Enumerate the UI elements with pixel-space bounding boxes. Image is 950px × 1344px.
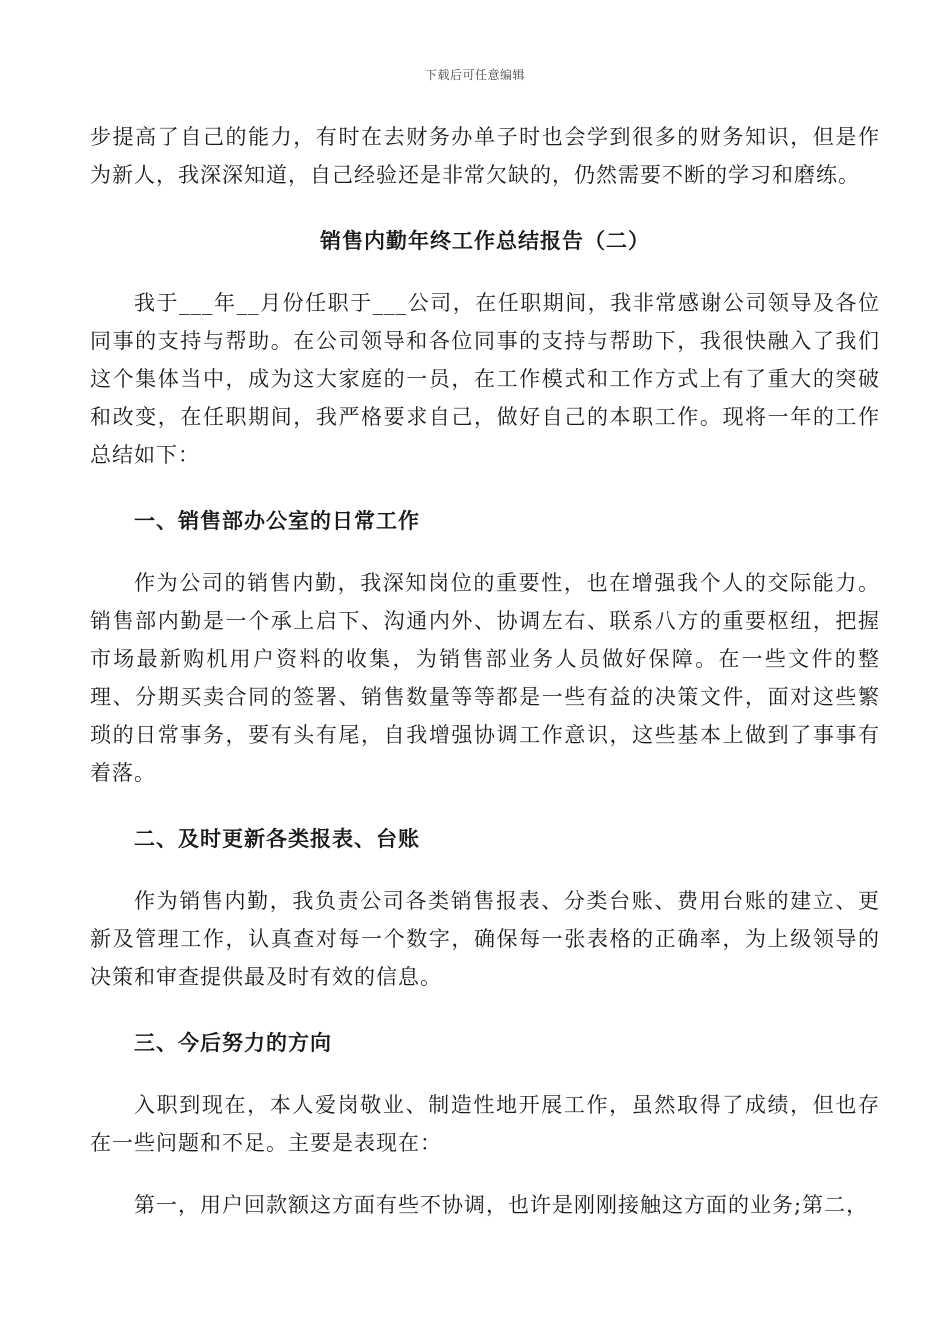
- section-item-1: 第一，用户回款额这方面有些不协调，也许是刚刚接触这方面的业务;第二，: [134, 1193, 869, 1217]
- document-body: [90, 118, 880, 1224]
- section-heading-2: 二、及时更新各类报表、台账: [134, 826, 420, 851]
- continuation-paragraph: 步提高了自己的能力，有时在去财务办单子时也会学到很多的财务知识，但是作为新人，我深深知道，自己经验还是非常欠缺的，仍然需要不断的学习和磨练。: [90, 125, 880, 187]
- intro-paragraph: 我于___年__月份任职于___公司，在任职期间，我非常感谢公司领导及各位同事的支持与帮助。在公司领导和各位同事的支持与帮助下，我很快融入了我们这个集体当中，成为这大家庭的一员，在工作模式和工作方式上有了重大的突破和改变，在任职期间，我严格要求自己，做好自己的本职工作。现将一年的工作总结如下：: [90, 291, 880, 467]
- section-heading-1: 一、销售部办公室的日常工作: [134, 508, 420, 533]
- section-body-3: 入职到现在，本人爱岗敬业、制造性地开展工作，虽然取得了成绩，但也存在一些问题和不足。主要是表现在：: [90, 1093, 880, 1155]
- section-body-2: 作为销售内勤，我负责公司各类销售报表、分类台账、费用台账的建立、更新及管理工作，认真查对每一个数字，确保每一张表格的正确率，为上级领导的决策和审查提供最及时有效的信息。: [90, 889, 880, 989]
- report-title: 销售内勤年终工作总结报告（二）: [320, 228, 650, 253]
- section-body-1: 作为公司的销售内勤，我深知岗位的重要性，也在增强我个人的交际能力。销售部内勤是一个承上启下、沟通内外、协调左右、联系八方的重要枢纽，把握市场最新购机用户资料的收集，为销售部业务人员做好保障。在一些文件的整理、分期买卖合同的签署、销售数量等等都是一些有益的决策文件，面对这些繁琐的日常事务，要有头有尾，自我增强协调工作意识，这些基本上做到了事事有着落。: [90, 571, 880, 785]
- section-heading-3: 三、今后努力的方向: [134, 1030, 332, 1055]
- page-header: 下载后可任意编辑: [424, 68, 525, 82]
